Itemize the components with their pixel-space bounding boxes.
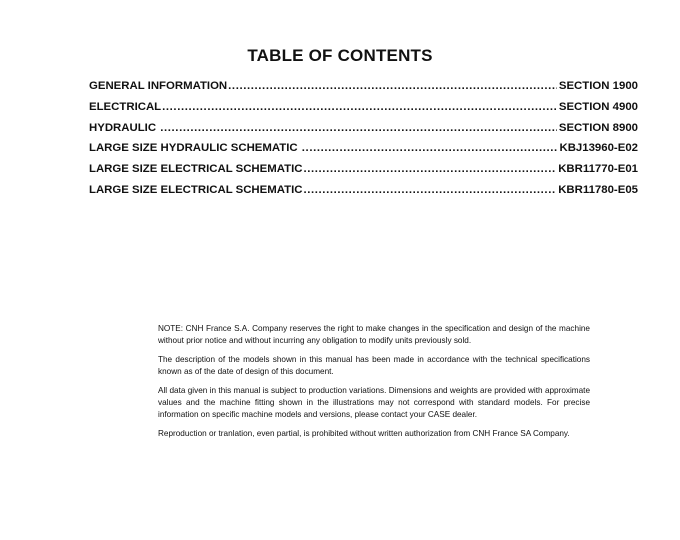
toc-leader-dots bbox=[160, 122, 557, 134]
toc-label: ELECTRICAL bbox=[89, 100, 162, 113]
toc-leader-dots bbox=[303, 163, 556, 175]
toc-label: LARGE SIZE ELECTRICAL SCHEMATIC bbox=[89, 163, 303, 176]
toc-section-ref: KBJ13960-E02 bbox=[559, 142, 638, 155]
toc-label: HYDRAULIC bbox=[89, 121, 160, 134]
table-of-contents bbox=[89, 80, 638, 205]
note-paragraph: The description of the models shown in this manual has been made in accordance with the technical specifications known as of the date of design of this document. bbox=[158, 354, 590, 377]
toc-section-ref: SECTION 1900 bbox=[558, 80, 638, 92]
toc-leader-dots bbox=[228, 80, 557, 92]
toc-leader-dots bbox=[162, 101, 557, 113]
toc-entry-electrical-schematic-e01 bbox=[89, 163, 638, 184]
toc-section-ref: KBR11780-E05 bbox=[558, 183, 638, 196]
toc-entry-hydraulic bbox=[89, 122, 638, 143]
toc-section-ref: KBR11770-E01 bbox=[558, 163, 638, 176]
note-paragraph: Reproduction or tranlation, even partial, is prohibited without written authorization from CNH France SA Company. bbox=[158, 428, 570, 438]
toc-entry-hydraulic-schematic bbox=[89, 142, 638, 163]
toc-entry-electrical bbox=[89, 101, 638, 122]
toc-entry-general-information bbox=[89, 80, 638, 101]
toc-label: LARGE SIZE HYDRAULIC SCHEMATIC bbox=[89, 142, 301, 155]
toc-section-ref: SECTION 4900 bbox=[558, 100, 638, 113]
toc-entry-electrical-schematic-e05 bbox=[89, 184, 638, 205]
toc-leader-dots bbox=[302, 142, 558, 154]
page-title: TABLE OF CONTENTS bbox=[247, 46, 433, 65]
note-paragraph: All data given in this manual is subject to production variations. Dimensions and weights are provided with approximate values and the machine fitting shown in the illustrations may not correspond with standard models. For precise information on specific machine models and versions, please contact your CASE dealer. bbox=[158, 385, 590, 420]
toc-leader-dots bbox=[303, 184, 556, 196]
note-paragraph: NOTE: CNH France S.A. Company reserves the right to make changes in the specification and design of the machine without prior notice and without incurring any obligation to modify units previously sold. bbox=[158, 324, 590, 346]
toc-label: GENERAL INFORMATION bbox=[89, 80, 228, 92]
toc-section-ref: SECTION 8900 bbox=[558, 121, 638, 134]
legal-notes bbox=[158, 323, 590, 447]
toc-label: LARGE SIZE ELECTRICAL SCHEMATIC bbox=[89, 183, 303, 196]
